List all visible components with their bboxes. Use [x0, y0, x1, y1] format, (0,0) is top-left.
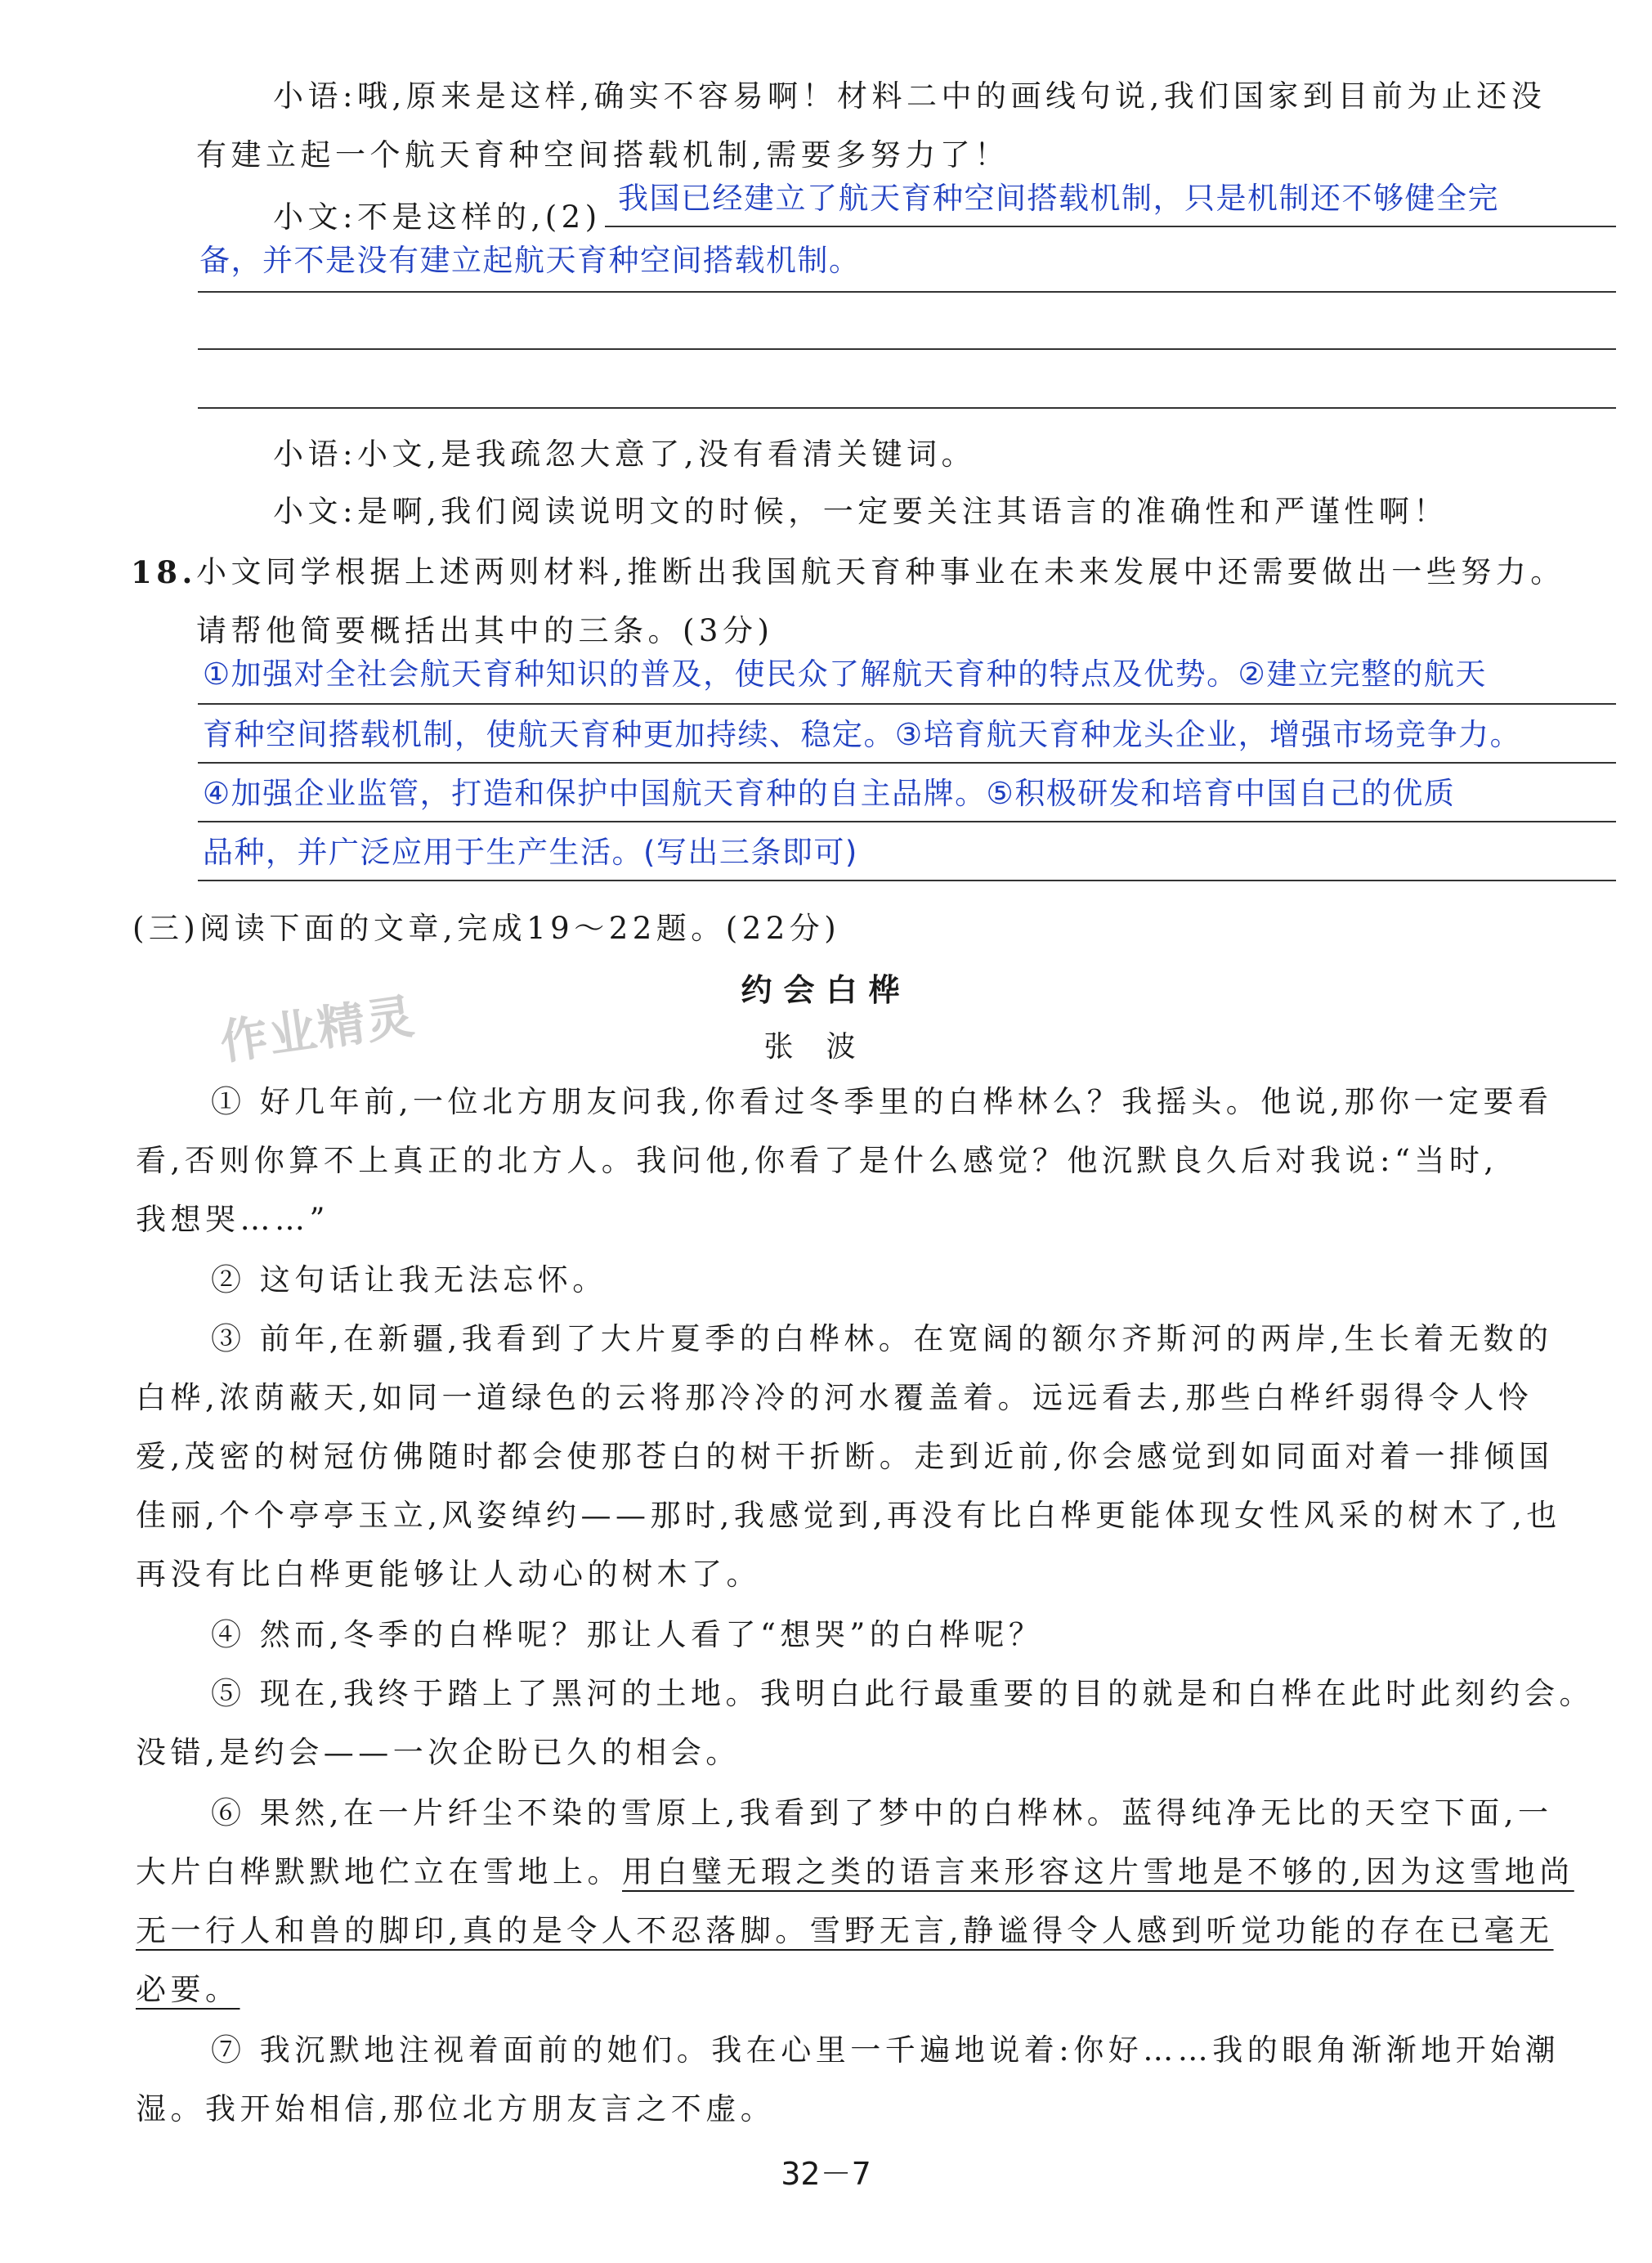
- handwritten-answer: 我国已经建立了航天育种空间搭载机制，只是机制还不够健全完: [618, 181, 1499, 216]
- dialogue-line: 小语:哦,原来是这样,确实不容易啊！材料二中的画线句说,我们国家到目前为止还没: [273, 78, 1547, 114]
- underlined-sentence: 无一行人和兽的脚印,真的是令人不忍落脚。雪野无言,静谧得令人感到听觉功能的存在已毫无: [136, 1913, 1554, 1948]
- section-heading: (三)阅读下面的文章,完成19～22题。(22分): [132, 911, 841, 946]
- paragraph-line: ① 好几年前,一位北方朋友问我,你看过冬季里的白桦林么？我摇头。他说,那你一定要看: [211, 1084, 1553, 1119]
- paragraph-line: 看,否则你算不上真正的北方人。我问他,你看了是什么感觉？他沉默良久后对我说:“当时,: [136, 1143, 1498, 1178]
- paragraph-line: [136, 1851, 1574, 1893]
- paragraph-line: ② 这句话让我无法忘怀。: [211, 1262, 607, 1297]
- watermark: 作业精灵: [217, 988, 419, 1071]
- paragraph-line: ④ 然而,冬季的白桦呢？那让人看了“想哭”的白桦呢？: [211, 1617, 1044, 1652]
- answer-rule: [198, 407, 1616, 409]
- handwritten-answer: ①加强对全社会航天育种知识的普及，使民众了解航天育种的特点及优势。②建立完整的航天: [203, 656, 1487, 692]
- paragraph-line: 爱,茂密的树冠仿佛随时都会使那苍白的树干折断。走到近前,你会感觉到如同面对着一排倾国: [136, 1439, 1554, 1474]
- plain-text: 大片白桦默默地伫立在雪地上。: [136, 1854, 622, 1889]
- page-number: 32－7: [781, 2156, 871, 2192]
- paragraph-line: ⑥ 果然,在一片纤尘不染的雪原上,我看到了梦中的白桦林。蓝得纯净无比的天空下面,一: [211, 1795, 1553, 1831]
- article-author: 张波: [763, 1030, 889, 1064]
- question-number: 18.: [131, 554, 197, 590]
- handwritten-answer: 育种空间搭载机制，使航天育种更加持续、稳定。③培育航天育种龙头企业，增强市场竞争力。: [203, 717, 1522, 752]
- paragraph-line: ⑤ 现在,我终于踏上了黑河的土地。我明白此行最重要的目的就是和白桦在此时此刻约会。: [211, 1676, 1595, 1711]
- answer-rule: [198, 821, 1616, 822]
- paragraph-line: 佳丽,个个亭亭玉立,风姿绰约——那时,我感觉到,再没有比白桦更能体现女性风采的树木了,也: [136, 1498, 1561, 1533]
- paragraph-line: 白桦,浓荫蔽天,如同一道绿色的云将那冷冷的河水覆盖着。远远看去,那些白桦纤弱得令人怜: [136, 1380, 1533, 1415]
- answer-rule: [198, 880, 1616, 881]
- answer-rule: [198, 703, 1616, 705]
- answer-rule: [198, 762, 1616, 764]
- paragraph-line: ⑦ 我沉默地注视着面前的她们。我在心里一千遍地说着:你好……我的眼角渐渐地开始潮: [211, 2032, 1560, 2068]
- paragraph-line: 我想哭……”: [136, 1202, 329, 1237]
- handwritten-answer: 品种，并广泛应用于生产生活。(写出三条即可): [203, 835, 858, 870]
- dialogue-line: 有建立起一个航天育种空间搭载机制,需要多努力了！: [196, 137, 1010, 173]
- answer-rule: [605, 226, 1616, 227]
- answer-rule: [198, 291, 1616, 293]
- question-text: 请帮他简要概括出其中的三条。(3分): [196, 613, 774, 648]
- dialogue-line: 小语:小文,是我疏忽大意了,没有看清关键词。: [273, 437, 976, 472]
- paragraph-line: ③ 前年,在新疆,我看到了大片夏季的白桦林。在宽阔的额尔齐斯河的两岸,生长着无数的: [211, 1321, 1553, 1356]
- underlined-sentence: 必要。: [136, 1972, 240, 2007]
- question-text: 小文同学根据上述两则材料,推断出我国航天育种事业在未来发展中还需要做出一些努力。: [196, 554, 1565, 589]
- article-title: 约会白桦: [741, 971, 911, 1008]
- answer-rule: [198, 348, 1616, 350]
- handwritten-answer: 备，并不是没有建立起航天育种空间搭载机制。: [199, 243, 861, 278]
- handwritten-answer: ④加强企业监管，打造和保护中国航天育种的自主品牌。⑤积极研发和培育中国自己的优质: [203, 776, 1456, 811]
- underlined-sentence: 用白璧无瑕之类的语言来形容这片雪地是不够的,因为这雪地尚: [622, 1854, 1574, 1889]
- dialogue-line: 小文:是啊,我们阅读说明文的时候，一定要关注其语言的准确性和严谨性啊！: [273, 494, 1448, 529]
- paragraph-line: 再没有比白桦更能够让人动心的树木了。: [136, 1557, 761, 1592]
- dialogue-prompt: 小文:不是这样的,(2): [273, 199, 602, 235]
- paragraph-line: 湿。我开始相信,那位北方朋友言之不虚。: [136, 2091, 776, 2126]
- paragraph-line: 没错,是约会——一次企盼已久的相会。: [136, 1735, 741, 1770]
